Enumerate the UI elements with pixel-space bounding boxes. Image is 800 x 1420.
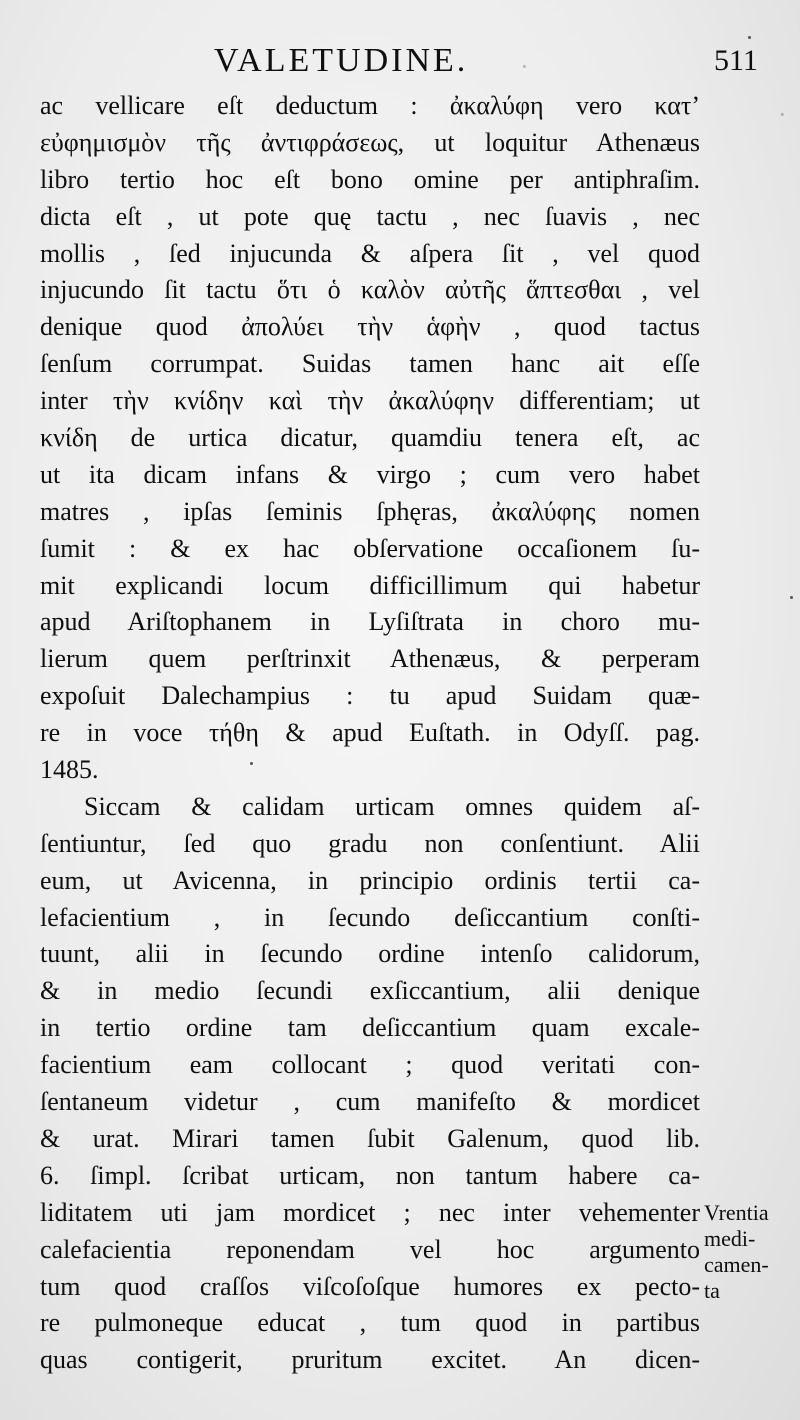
text-line: facientium eam collocant ; quod veritati con- (40, 1050, 700, 1080)
text-line: ſentiuntur, ſed quo gradu non conſentiunt. Alii (40, 828, 700, 858)
text-line: re pulmoneque educat , tum quod in partibus (40, 1308, 700, 1338)
text-line: ac vellicare eſt deductum : ἀκαλύφη vero κατ’ (40, 91, 700, 120)
text-line: calefacientia reponendam vel hoc argumento (40, 1234, 700, 1264)
text-line: re in voce τήθη & apud Euſtath. in Odyſſ. pag. (40, 718, 700, 748)
text-line: ſentaneum videtur , cum manifeſto & mordicet (40, 1087, 700, 1117)
text-line: quas contigerit, pruritum excitet. An dicen- (40, 1345, 700, 1375)
text-line: matres , ipſas ſeminis ſphęras, ἀκαλύφης nomen (40, 496, 700, 526)
margin-note-line: ta (704, 1278, 720, 1303)
text-line: lierum quem perſtrinxit Athenæus, & perperam (40, 644, 700, 674)
paper-speck (748, 36, 751, 39)
margin-note (704, 1200, 800, 1304)
text-line: mit explicandi locum difficillimum qui habetur (40, 570, 700, 600)
margin-note-line: medi- (704, 1226, 756, 1251)
text-line: 6. ſimpl. ſcribat urticam, non tantum habere ca- (40, 1160, 700, 1190)
text-line: apud Ariſtophanem in Lyſiſtrata in choro mu- (40, 607, 700, 637)
text-line: ſenſum corrumpat. Suidas tamen hanc ait eſſe (40, 349, 700, 379)
show-through-mark: · (520, 52, 529, 81)
text-line: ſumit : & ex hac obſervatione occaſionem ſu- (40, 533, 700, 563)
text-line: 1485. (40, 755, 99, 785)
text-line: mollis , ſed injucunda & aſpera ſit , vel quod (40, 238, 700, 268)
margin-note-line: camen- (704, 1252, 769, 1277)
paper-speck (790, 596, 793, 599)
text-line: tuunt, alii in ſecundo ordine intenſo calidorum, (40, 939, 700, 969)
text-line: denique quod ἀπολύει τὴν ἁφὴν , quod tactus (40, 312, 700, 342)
paragraph-first-line: Siccam & calidam urticam omnes quidem aſ- (84, 791, 700, 821)
page-number: 511 (714, 44, 758, 77)
text-line: κνίδη de urtica dicatur, quamdiu tenera eſt, ac (40, 423, 700, 453)
text-line: eum, ut Avicenna, in principio ordinis tertii ca- (40, 865, 700, 895)
text-line: inter τὴν κνίδην καὶ τὴν ἀκαλύφην differentiam; ut (40, 386, 700, 416)
paper-speck (250, 762, 253, 765)
margin-note-line: Vrentia (704, 1200, 769, 1225)
text-line: injucundo ſit tactu ὅτι ὁ καλὸν αὐτῆς ἅπτεσθαι , vel (40, 275, 700, 305)
text-line: dicta eſt , ut pote quę tactu , nec ſuavis , nec (40, 201, 700, 231)
text-line: ut ita dicam infans & virgo ; cum vero habet (40, 459, 700, 489)
text-line: lefacientium , in ſecundo deſiccantium conſti- (40, 902, 700, 932)
text-line: expoſuit Dalechampius : tu apud Suidam quæ- (40, 681, 700, 711)
text-line: libro tertio hoc eſt bono omine per antiphraſim. (40, 164, 700, 194)
running-title: VALETUDINE. (214, 42, 469, 79)
text-line: εὐφημισμὸν τῆς ἀντιφράσεως, ut loquitur Athenæus (40, 127, 700, 157)
text-line: in tertio ordine tam deſiccantium quam excale- (40, 1013, 700, 1043)
text-line: & urat. Mirari tamen ſubit Galenum, quod lib. (40, 1123, 700, 1153)
text-line: & in medio ſecundi exſiccantium, alii denique (40, 976, 700, 1006)
body-text (40, 88, 700, 1379)
text-line: tum quod craſſos viſcoſoſque humores ex pecto- (40, 1271, 700, 1301)
text-line: liditatem uti jam mordicet ; nec inter vehementer (40, 1197, 700, 1227)
show-through-mark: · (778, 100, 787, 129)
page-header (0, 34, 800, 84)
